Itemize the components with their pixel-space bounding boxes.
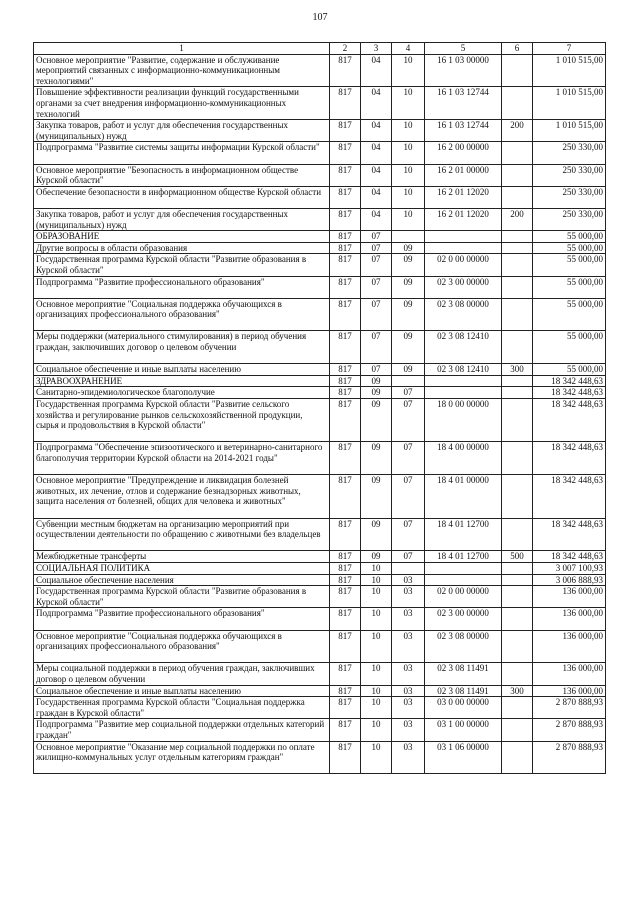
row-name-cell: Обеспечение безопасности в информационном обществе Курской области [34,186,330,208]
row-rz-cell: 10 [361,697,392,719]
row-gr-cell: 817 [330,518,361,551]
row-gr-cell: 817 [330,551,361,563]
row-name-cell: Основное мероприятие "Социальная поддержка обучающихся в организациях профессионального образования" [34,298,330,331]
row-gr-cell: 817 [330,574,361,586]
row-gr-cell: 817 [330,331,361,364]
row-pr-cell: 10 [392,164,425,186]
row-name-cell: ОБРАЗОВАНИЕ [34,231,330,243]
row-rz-cell: 09 [361,375,392,387]
row-pr-cell: 09 [392,242,425,254]
row-cs-cell [425,574,502,586]
row-gr-cell: 817 [330,630,361,663]
row-vr-cell [502,574,533,586]
row-cs-cell: 18 0 00 00000 [425,399,502,442]
table-row [34,254,606,276]
row-sum-cell: 2 870 888,93 [533,719,606,741]
table-row [34,298,606,331]
table-row [34,186,606,208]
row-pr-cell: 07 [392,475,425,518]
row-sum-cell: 3 006 888,93 [533,574,606,586]
row-rz-cell: 09 [361,518,392,551]
row-sum-cell: 2 870 888,93 [533,741,606,774]
row-cs-cell: 16 1 03 00000 [425,54,502,87]
row-rz-cell: 04 [361,142,392,164]
row-pr-cell [392,231,425,243]
row-pr-cell: 03 [392,574,425,586]
row-name-cell: Меры социальной поддержки в период обучения граждан, заключивших договор о целевом обучении [34,663,330,685]
row-cs-cell: 16 1 03 12744 [425,87,502,120]
row-name-cell: Государственная программа Курской области "Развитие образования в Курской области" [34,586,330,608]
table-row [34,54,606,87]
row-sum-cell: 55 000,00 [533,364,606,376]
row-vr-cell [502,719,533,741]
row-name-cell: Социальное обеспечение и иные выплаты населению [34,685,330,697]
row-sum-cell: 250 330,00 [533,142,606,164]
row-cs-cell: 02 0 00 00000 [425,254,502,276]
row-name-cell: Подпрограмма "Развитие системы защиты информации Курской области" [34,142,330,164]
header-row [34,43,606,55]
row-rz-cell: 09 [361,475,392,518]
row-cs-cell: 16 2 01 12020 [425,186,502,208]
row-cs-cell: 16 2 01 12020 [425,208,502,230]
row-sum-cell: 55 000,00 [533,298,606,331]
table-row [34,242,606,254]
row-pr-cell [392,375,425,387]
row-gr-cell: 817 [330,586,361,608]
row-gr-cell: 817 [330,208,361,230]
row-rz-cell: 09 [361,387,392,399]
row-name-cell: Основное мероприятие "Развитие, содержание и обслуживание мероприятий связанных с информационно-коммуникационным технологиями" [34,54,330,87]
row-gr-cell: 817 [330,663,361,685]
row-name-cell: Основное мероприятие "Социальная поддержка обучающихся в организациях профессионального образования" [34,630,330,663]
row-gr-cell: 817 [330,231,361,243]
row-cs-cell: 02 3 08 11491 [425,663,502,685]
row-cs-cell: 02 3 00 00000 [425,276,502,298]
row-gr-cell: 817 [330,87,361,120]
table-row [34,331,606,364]
row-rz-cell: 07 [361,276,392,298]
row-name-cell: Основное мероприятие "Безопасность в информационном обществе Курской области" [34,164,330,186]
row-sum-cell: 136 000,00 [533,630,606,663]
row-pr-cell [392,563,425,575]
row-pr-cell: 09 [392,298,425,331]
row-cs-cell: 18 4 00 00000 [425,442,502,475]
table-row [34,475,606,518]
row-pr-cell: 03 [392,741,425,774]
table-row [34,231,606,243]
row-gr-cell: 817 [330,697,361,719]
row-rz-cell: 10 [361,586,392,608]
row-sum-cell: 136 000,00 [533,608,606,630]
row-name-cell: Основное мероприятие "Оказание мер социальной поддержки по оплате жилищно-коммунальных услуг отдельным категориям граждан" [34,741,330,774]
table-row [34,719,606,741]
row-vr-cell [502,142,533,164]
row-cs-cell: 02 3 08 00000 [425,630,502,663]
row-vr-cell [502,608,533,630]
row-gr-cell: 817 [330,276,361,298]
row-pr-cell: 09 [392,331,425,364]
row-gr-cell: 817 [330,442,361,475]
row-gr-cell: 817 [330,186,361,208]
row-rz-cell: 07 [361,231,392,243]
row-sum-cell: 18 342 448,63 [533,475,606,518]
row-cs-cell: 18 4 01 12700 [425,551,502,563]
table-row [34,208,606,230]
row-cs-cell: 02 3 08 00000 [425,298,502,331]
row-rz-cell: 07 [361,331,392,364]
row-name-cell: Подпрограмма "Обеспечение эпизоотического и ветеринарно-санитарного благополучия территории Курской области на 2014-2021 годы" [34,442,330,475]
row-name-cell: Меры поддержки (материального стимулирования) в период обучения граждан, заключивших договор о целевом обучении [34,331,330,364]
row-pr-cell: 10 [392,186,425,208]
row-rz-cell: 10 [361,719,392,741]
row-rz-cell: 10 [361,608,392,630]
row-name-cell: ЗДРАВООХРАНЕНИЕ [34,375,330,387]
row-name-cell: Повышение эффективности реализации функций государственными органами за счет внедрения информационно-коммуникационных технологий [34,87,330,120]
row-sum-cell: 18 342 448,63 [533,551,606,563]
header-cell: 3 [361,43,392,55]
row-sum-cell: 250 330,00 [533,164,606,186]
row-vr-cell [502,254,533,276]
table-row [34,574,606,586]
row-gr-cell: 817 [330,375,361,387]
row-name-cell: Подпрограмма "Развитие профессионального образования" [34,608,330,630]
row-vr-cell: 300 [502,685,533,697]
row-pr-cell: 07 [392,442,425,475]
table-row [34,120,606,142]
row-rz-cell: 04 [361,54,392,87]
row-cs-cell: 18 4 01 12700 [425,518,502,551]
row-pr-cell: 03 [392,586,425,608]
table-row [34,442,606,475]
row-rz-cell: 04 [361,186,392,208]
row-vr-cell [502,231,533,243]
table-row [34,164,606,186]
row-sum-cell: 18 342 448,63 [533,375,606,387]
row-rz-cell: 10 [361,563,392,575]
row-name-cell: СОЦИАЛЬНАЯ ПОЛИТИКА [34,563,330,575]
row-pr-cell: 03 [392,630,425,663]
row-sum-cell: 55 000,00 [533,276,606,298]
row-gr-cell: 817 [330,608,361,630]
row-sum-cell: 1 010 515,00 [533,120,606,142]
table-row [34,697,606,719]
table-row [34,608,606,630]
row-pr-cell: 07 [392,551,425,563]
table-body [34,54,606,774]
row-vr-cell: 500 [502,551,533,563]
row-rz-cell: 10 [361,741,392,774]
table-row [34,364,606,376]
row-gr-cell: 817 [330,242,361,254]
row-name-cell: Социальное обеспечение и иные выплаты населению [34,364,330,376]
row-pr-cell: 10 [392,142,425,164]
row-gr-cell: 817 [330,387,361,399]
row-gr-cell: 817 [330,164,361,186]
table-row [34,663,606,685]
row-sum-cell: 55 000,00 [533,254,606,276]
row-vr-cell [502,563,533,575]
row-pr-cell: 09 [392,254,425,276]
row-rz-cell: 10 [361,630,392,663]
row-pr-cell: 10 [392,208,425,230]
row-cs-cell: 16 2 01 00000 [425,164,502,186]
row-rz-cell: 09 [361,442,392,475]
row-vr-cell [502,442,533,475]
row-name-cell: Закупка товаров, работ и услуг для обеспечения государственных (муниципальных) нужд [34,120,330,142]
row-pr-cell: 07 [392,399,425,442]
row-cs-cell: 02 0 00 00000 [425,586,502,608]
row-vr-cell [502,54,533,87]
row-rz-cell: 04 [361,87,392,120]
row-sum-cell: 250 330,00 [533,208,606,230]
table-row [34,518,606,551]
table-row [34,563,606,575]
row-gr-cell: 817 [330,54,361,87]
header-cell: 4 [392,43,425,55]
row-gr-cell: 817 [330,399,361,442]
row-rz-cell: 04 [361,208,392,230]
row-pr-cell: 10 [392,54,425,87]
table-row [34,276,606,298]
row-cs-cell: 03 1 00 00000 [425,719,502,741]
row-rz-cell: 04 [361,164,392,186]
row-gr-cell: 817 [330,120,361,142]
row-cs-cell [425,375,502,387]
row-sum-cell: 18 342 448,63 [533,387,606,399]
header-cell: 2 [330,43,361,55]
table-row [34,87,606,120]
row-vr-cell [502,586,533,608]
row-cs-cell: 02 3 08 12410 [425,364,502,376]
row-gr-cell: 817 [330,364,361,376]
row-pr-cell: 07 [392,518,425,551]
row-pr-cell: 07 [392,387,425,399]
row-sum-cell: 18 342 448,63 [533,399,606,442]
row-sum-cell: 1 010 515,00 [533,87,606,120]
header-cell: 1 [34,43,330,55]
row-name-cell: Государственная программа Курской области "Развитие сельского хозяйства и регулирование рынков сельскохозяйственной продукции, сырья и продовольствия в Курской области" [34,399,330,442]
row-cs-cell [425,242,502,254]
table-row [34,142,606,164]
row-sum-cell: 3 007 100,93 [533,563,606,575]
row-vr-cell: 200 [502,208,533,230]
table-row [34,741,606,774]
row-pr-cell: 03 [392,719,425,741]
row-cs-cell: 18 4 01 00000 [425,475,502,518]
row-name-cell: Межбюджетные трансферты [34,551,330,563]
row-cs-cell [425,563,502,575]
row-vr-cell [502,87,533,120]
row-sum-cell: 55 000,00 [533,242,606,254]
row-name-cell: Субвенции местным бюджетам на организацию мероприятий при осуществлении деятельности по обращению с животными без владельцев [34,518,330,551]
table-row [34,375,606,387]
header-cell: 5 [425,43,502,55]
row-pr-cell: 03 [392,663,425,685]
row-vr-cell [502,518,533,551]
row-sum-cell: 136 000,00 [533,586,606,608]
row-vr-cell [502,276,533,298]
row-gr-cell: 817 [330,719,361,741]
row-rz-cell: 07 [361,364,392,376]
row-rz-cell: 09 [361,551,392,563]
row-vr-cell [502,387,533,399]
row-vr-cell [502,630,533,663]
row-gr-cell: 817 [330,563,361,575]
row-sum-cell: 18 342 448,63 [533,442,606,475]
row-pr-cell: 03 [392,608,425,630]
row-vr-cell [502,186,533,208]
table-row [34,551,606,563]
row-rz-cell: 09 [361,399,392,442]
row-sum-cell: 18 342 448,63 [533,518,606,551]
row-vr-cell [502,475,533,518]
table-row [34,630,606,663]
row-rz-cell: 04 [361,120,392,142]
row-cs-cell: 16 2 00 00000 [425,142,502,164]
row-rz-cell: 07 [361,298,392,331]
row-name-cell: Государственная программа Курской области "Развитие образования в Курской области" [34,254,330,276]
row-pr-cell: 09 [392,364,425,376]
table-row [34,685,606,697]
row-name-cell: Подпрограмма "Развитие профессионального образования" [34,276,330,298]
table-row [34,586,606,608]
row-pr-cell: 10 [392,120,425,142]
row-vr-cell [502,242,533,254]
row-sum-cell: 55 000,00 [533,231,606,243]
row-vr-cell [502,331,533,364]
row-vr-cell [502,399,533,442]
row-rz-cell: 10 [361,685,392,697]
row-cs-cell [425,231,502,243]
budget-table [33,42,606,774]
row-rz-cell: 07 [361,254,392,276]
row-sum-cell: 1 010 515,00 [533,54,606,87]
row-gr-cell: 817 [330,142,361,164]
row-vr-cell [502,298,533,331]
row-name-cell: Основное мероприятие "Предупреждение и ликвидация болезней животных, их лечение, отлов и содержание безнадзорных животных, защита населения от болезней, общих для человека и животных" [34,475,330,518]
header-cell: 7 [533,43,606,55]
row-vr-cell [502,741,533,774]
row-gr-cell: 817 [330,475,361,518]
row-gr-cell: 817 [330,741,361,774]
row-sum-cell: 55 000,00 [533,331,606,364]
row-rz-cell: 07 [361,242,392,254]
row-cs-cell: 03 1 06 00000 [425,741,502,774]
row-vr-cell [502,697,533,719]
header-cell: 6 [502,43,533,55]
row-name-cell: Государственная программа Курской области "Социальная поддержка граждан в Курской области" [34,697,330,719]
row-cs-cell [425,387,502,399]
row-sum-cell: 2 870 888,93 [533,697,606,719]
row-vr-cell [502,375,533,387]
row-vr-cell: 300 [502,364,533,376]
row-rz-cell: 10 [361,663,392,685]
row-name-cell: Санитарно-эпидемиологическое благополучие [34,387,330,399]
row-cs-cell: 02 3 00 00000 [425,608,502,630]
row-vr-cell: 200 [502,120,533,142]
row-sum-cell: 136 000,00 [533,685,606,697]
row-gr-cell: 817 [330,254,361,276]
row-cs-cell: 02 3 08 12410 [425,331,502,364]
row-cs-cell: 03 0 00 00000 [425,697,502,719]
row-pr-cell: 09 [392,276,425,298]
row-gr-cell: 817 [330,685,361,697]
row-sum-cell: 136 000,00 [533,663,606,685]
row-vr-cell [502,663,533,685]
row-vr-cell [502,164,533,186]
row-pr-cell: 03 [392,697,425,719]
row-sum-cell: 250 330,00 [533,186,606,208]
row-name-cell: Подпрограмма "Развитие мер социальной поддержки отдельных категорий граждан" [34,719,330,741]
row-pr-cell: 10 [392,87,425,120]
table-row [34,387,606,399]
table-row [34,399,606,442]
row-name-cell: Социальное обеспечение населения [34,574,330,586]
row-cs-cell: 16 1 03 12744 [425,120,502,142]
row-pr-cell: 03 [392,685,425,697]
row-cs-cell: 02 3 08 11491 [425,685,502,697]
row-name-cell: Другие вопросы в области образования [34,242,330,254]
row-gr-cell: 817 [330,298,361,331]
row-rz-cell: 10 [361,574,392,586]
page-number: 107 [312,12,328,23]
row-name-cell: Закупка товаров, работ и услуг для обеспечения государственных (муниципальных) нужд [34,208,330,230]
